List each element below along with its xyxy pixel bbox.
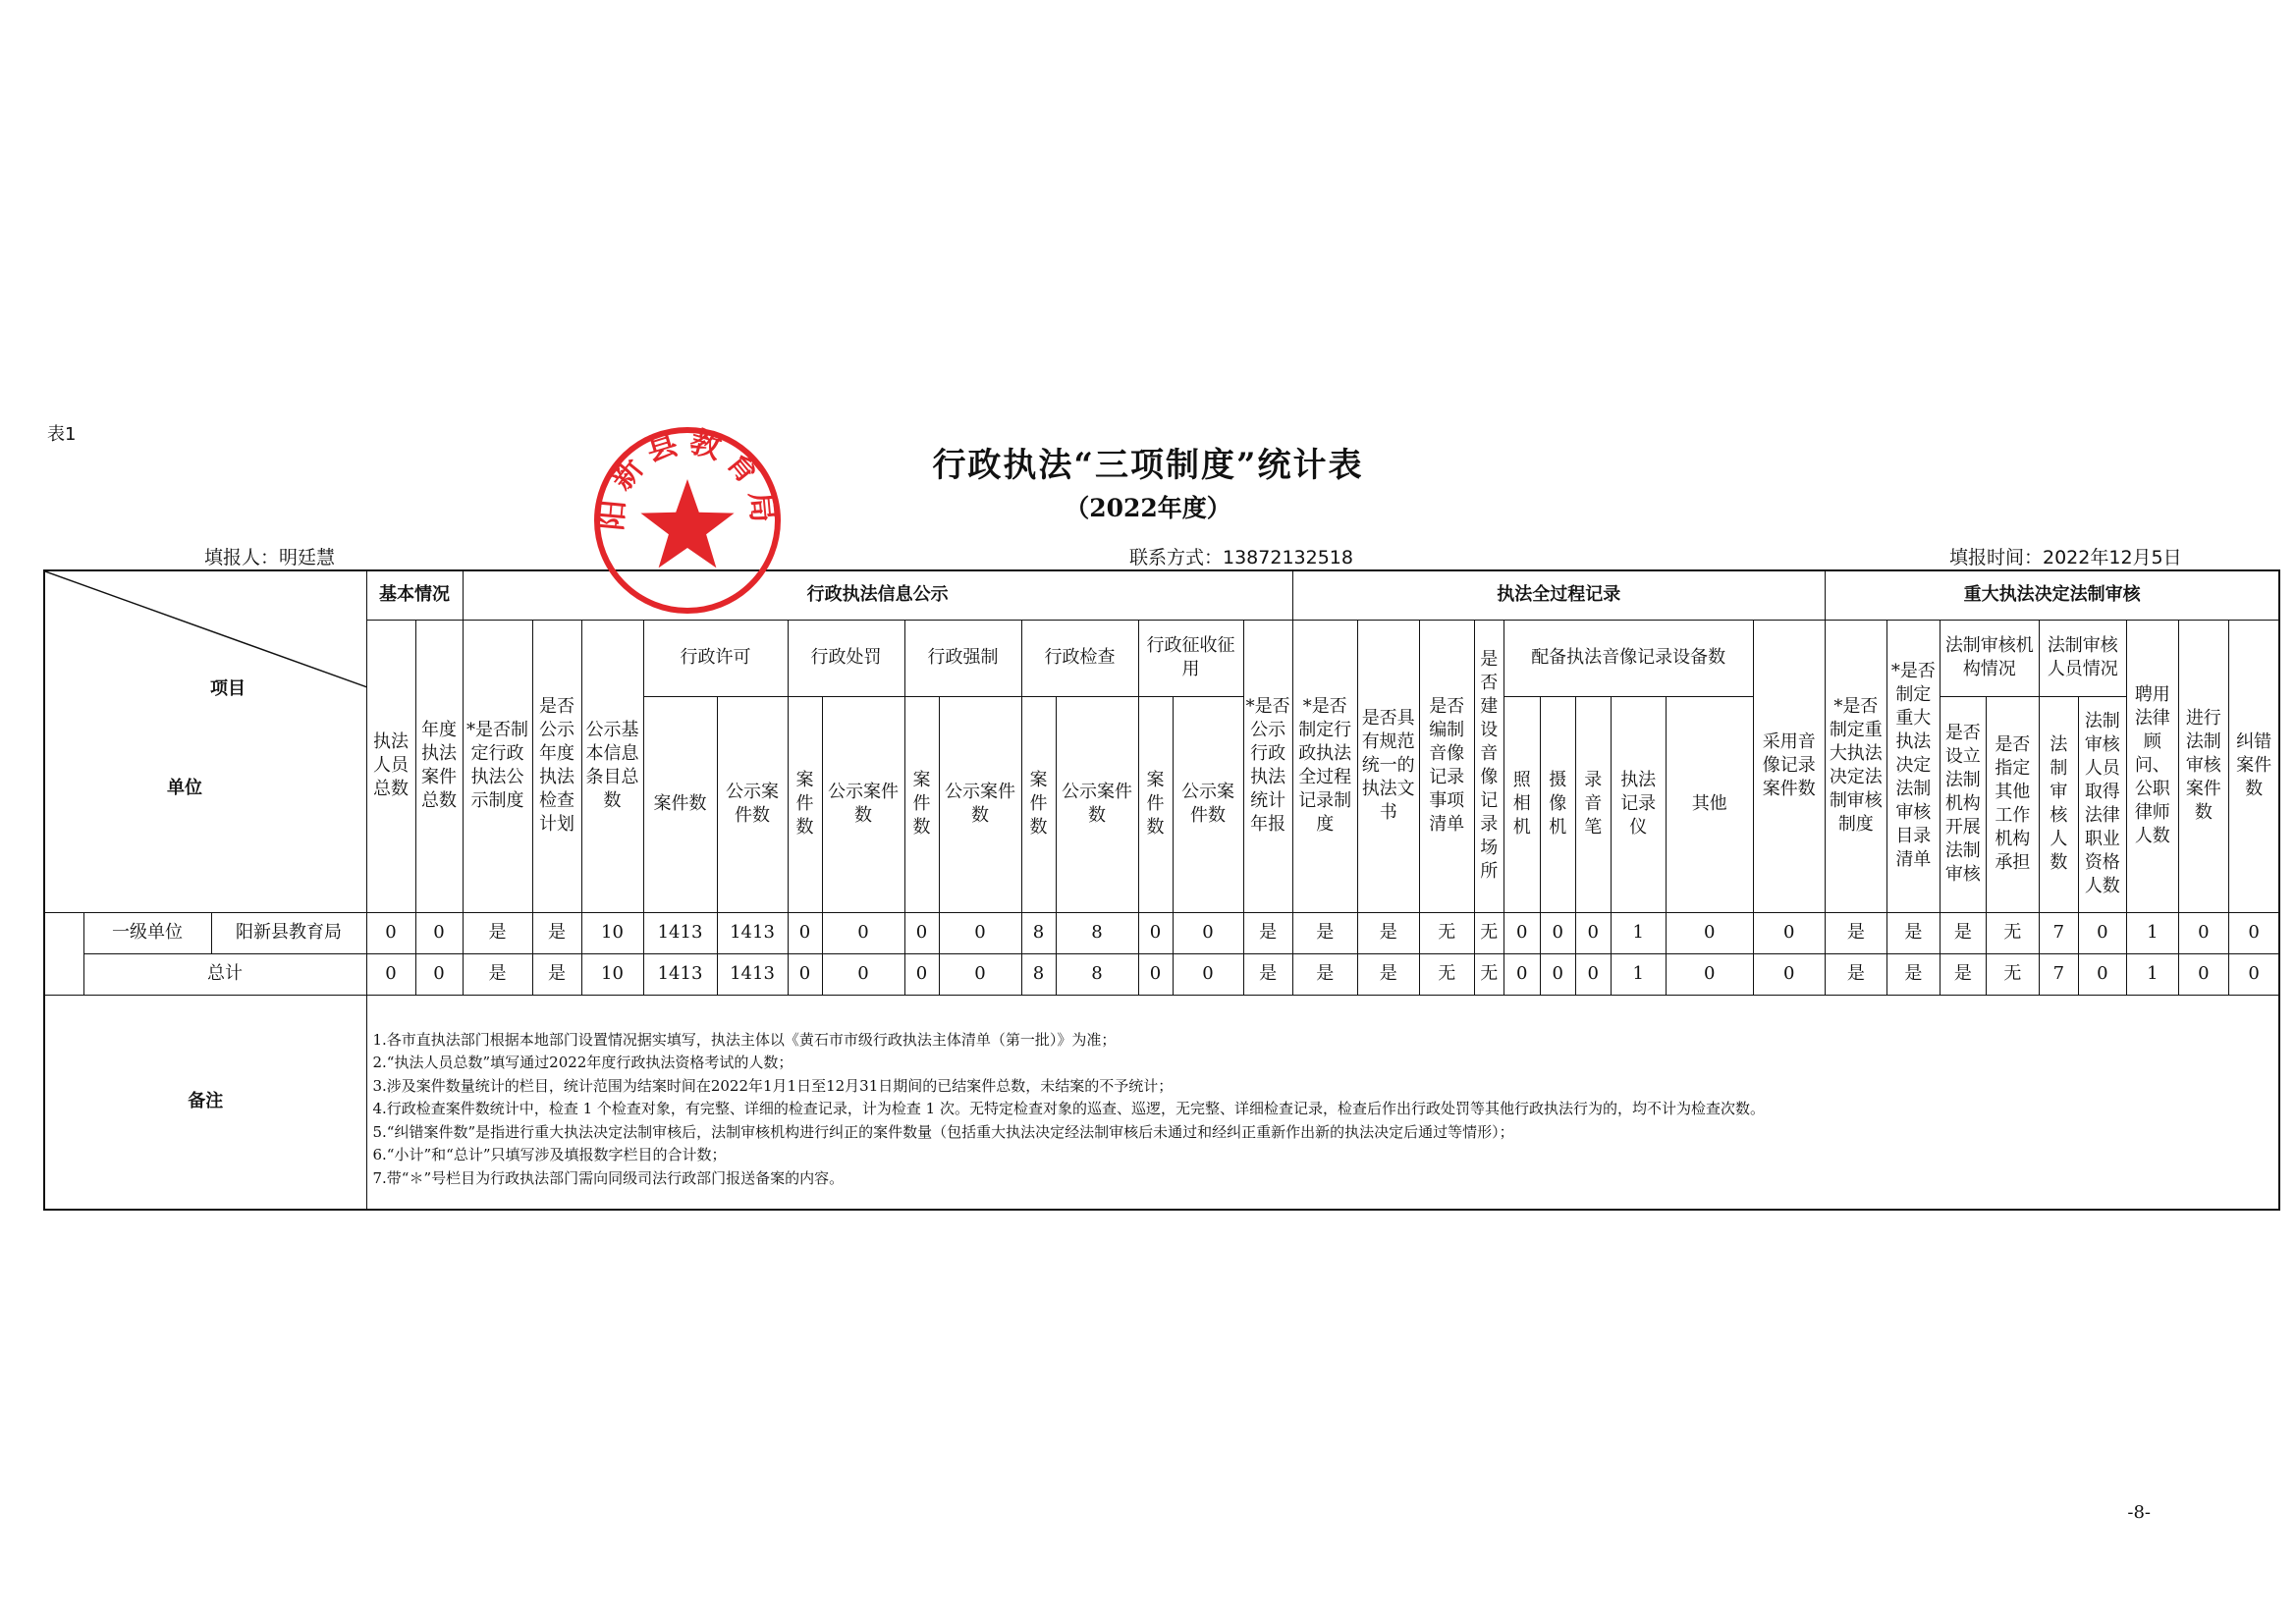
table-cell: 0 [1173, 912, 1243, 953]
notes-label: 备注 [44, 995, 366, 1210]
table-cell: 0 [2178, 953, 2228, 995]
col-inspection: 行政检查 [1021, 620, 1138, 696]
table-cell: 0 [822, 953, 904, 995]
table-cell: 是 [1886, 953, 1940, 995]
report-time: 填报时间：2022年12月5日 [1949, 547, 2182, 568]
table-cell: 0 [1575, 912, 1611, 953]
note-line: 4.行政检查案件数统计中，检查 1 个检查对象，有完整、详细的检查记录，计为检查 1 次。无特定检查对象的巡查、巡逻，无完整、详细检查记录，检查后作出行政处罚等其他行政执法行为的，均不计为检查次数。 [372, 1100, 1765, 1117]
table-cell: 是 [532, 953, 581, 995]
table-cell: 7 [2039, 912, 2078, 953]
col-inspection-cases: 案件数 [1021, 696, 1056, 912]
col-record-system: *是否制定行政执法全过程记录制度 [1292, 620, 1357, 912]
stats-table [43, 569, 2280, 1211]
seal-stamp-icon [589, 422, 786, 619]
row-total-label: 总计 [83, 953, 366, 995]
col-review-org: 法制审核机构情况 [1940, 620, 2039, 696]
row-unit-name: 阳新县教育局 [211, 912, 366, 953]
table-cell: 0 [415, 912, 463, 953]
table-cell: 8 [1021, 953, 1056, 995]
table-cell: 是 [1357, 953, 1419, 995]
table-cell: 0 [1138, 953, 1173, 995]
table-cell: 0 [1666, 953, 1753, 995]
col-enforcement-disclosed: 公示案件数 [939, 696, 1021, 912]
table-cell: 10 [581, 953, 643, 995]
table-cell: 10 [581, 912, 643, 953]
col-annual-cases: 年度执法案件总数 [415, 620, 463, 912]
col-av-cases: 采用音像记录案件数 [1753, 620, 1825, 912]
table-cell: 是 [1825, 953, 1886, 995]
table-cell: 1 [1611, 953, 1666, 995]
note-line: 6.“小计”和“总计”只填写涉及填报数字栏目的合计数； [372, 1146, 727, 1163]
page-title: 行政执法“三项制度”统计表 [932, 446, 1364, 485]
col-corrected-cases: 纠错案件数 [2228, 620, 2279, 912]
table-cell: 无 [1986, 912, 2039, 953]
col-penalty-disclosed: 公示案件数 [822, 696, 904, 912]
table-cell: 无 [1986, 953, 2039, 995]
table-cell: 是 [1243, 953, 1292, 995]
table-cell: 是 [1292, 912, 1357, 953]
filler-info: 填报人：明廷慧 [204, 547, 336, 568]
page-number: -8- [2127, 1502, 2151, 1523]
table-cell: 1 [2126, 912, 2178, 953]
table-cell: 是 [1292, 953, 1357, 995]
page-subtitle: （2022年度） [1065, 494, 1231, 522]
table-cell: 0 [1753, 953, 1825, 995]
table-cell: 0 [2078, 953, 2126, 995]
table-cell: 0 [939, 953, 1021, 995]
col-recorder-pen: 录音笔 [1575, 696, 1611, 912]
col-av-room: 是否建设音像记录场所 [1474, 620, 1503, 912]
table-cell: 0 [2228, 912, 2279, 953]
diagonal-line-icon [45, 571, 366, 912]
col-disclosure-system: *是否制定行政执法公示制度 [463, 620, 532, 912]
col-levy-cases: 案件数 [1138, 696, 1173, 912]
table-cell: 是 [1940, 912, 1986, 953]
col-review-cases: 进行法制审核案件数 [2178, 620, 2228, 912]
table-cell: 0 [904, 953, 939, 995]
col-staff-qualified: 法制审核人员取得法律职业资格人数 [2078, 696, 2126, 912]
table-cell: 是 [1825, 912, 1886, 953]
table-cell: 0 [1503, 912, 1540, 953]
table-cell: 无 [1419, 953, 1474, 995]
table-cell: 0 [1575, 953, 1611, 995]
table-cell: 8 [1021, 912, 1056, 953]
table-cell: 1413 [717, 953, 788, 995]
col-equipment: 配备执法音像记录设备数 [1503, 620, 1753, 696]
table-cell: 0 [2178, 912, 2228, 953]
col-other: 其他 [1666, 696, 1753, 912]
table-cell: 8 [1056, 953, 1138, 995]
table-row [44, 953, 2279, 995]
col-staff-total: 执法人员总数 [366, 620, 415, 912]
table-cell: 0 [1753, 912, 1825, 953]
col-org-other: 是否指定其他工作机构承担 [1986, 696, 2039, 912]
group-disclosure: 行政执法信息公示 [463, 570, 1292, 620]
table-cell: 0 [1173, 953, 1243, 995]
col-av-list: 是否编制音像记录事项清单 [1419, 620, 1474, 912]
table-row [44, 912, 2279, 953]
col-license: 行政许可 [643, 620, 788, 696]
col-license-disclosed: 公示案件数 [717, 696, 788, 912]
table-cell: 0 [904, 912, 939, 953]
header-corner [44, 570, 366, 912]
col-annual-plan: 是否公示年度执法检查计划 [532, 620, 581, 912]
col-review-system: *是否制定重大执法决定法制审核制度 [1825, 620, 1886, 912]
table-cell: 1413 [643, 912, 717, 953]
col-staff-num: 法制审核人数 [2039, 696, 2078, 912]
notes-content [366, 995, 2279, 1210]
table-cell: 是 [532, 912, 581, 953]
group-review: 重大执法决定法制审核 [1825, 570, 2279, 620]
col-penalty: 行政处罚 [788, 620, 904, 696]
table-cell: 0 [1503, 953, 1540, 995]
table-cell: 0 [1540, 953, 1575, 995]
table-cell: 1 [1611, 912, 1666, 953]
group-recording: 执法全过程记录 [1292, 570, 1825, 620]
table-cell: 1413 [717, 912, 788, 953]
table-cell: 0 [788, 912, 822, 953]
col-license-cases: 案件数 [643, 696, 717, 912]
official-seal [589, 422, 786, 622]
col-org-set: 是否设立法制机构开展法制审核 [1940, 696, 1986, 912]
note-line: 5.“纠错案件数”是指进行重大执法决定法制审核后，法制审核机构进行纠正的案件数量（包括重大执法决定经法制审核后未通过和经纠正重新作出新的执法决定后通过等情形）； [372, 1122, 1514, 1141]
col-law-recorder: 执法记录仪 [1611, 696, 1666, 912]
col-enforcement-cases: 案件数 [904, 696, 939, 912]
col-standard-docs: 是否具有规范统一的执法文书 [1357, 620, 1419, 912]
table-cell: 是 [463, 912, 532, 953]
note-line: 7.带“＊”号栏目为行政执法部门需向同级司法行政部门报送备案的内容。 [372, 1168, 845, 1187]
table-cell: 0 [366, 912, 415, 953]
col-annual-report: *是否公示行政执法统计年报 [1243, 620, 1292, 912]
col-camera: 照相机 [1503, 696, 1540, 912]
note-line: 1.各市直执法部门根据本地部门设置情况据实填写，执法主体以《黄石市市级行政执法主体清单（第一批）》为准； [372, 1030, 1117, 1049]
seal-star-icon [640, 479, 734, 568]
table-cell: 无 [1419, 912, 1474, 953]
table-cell: 0 [1666, 912, 1753, 953]
table-cell: 无 [1474, 912, 1503, 953]
table-label: 表1 [47, 424, 77, 445]
table-cell: 8 [1056, 912, 1138, 953]
table-cell: 是 [1940, 953, 1986, 995]
table-cell: 0 [822, 912, 904, 953]
col-levy: 行政征收征用 [1138, 620, 1243, 696]
table-cell: 0 [939, 912, 1021, 953]
col-video: 摄像机 [1540, 696, 1575, 912]
table-cell: 是 [1886, 912, 1940, 953]
table-cell: 7 [2039, 953, 2078, 995]
row-spacer [44, 912, 83, 995]
table-cell: 0 [366, 953, 415, 995]
col-review-list: *是否制定重大执法决定法制审核目录清单 [1886, 620, 1940, 912]
col-enforcement: 行政强制 [904, 620, 1021, 696]
table-cell: 1413 [643, 953, 717, 995]
group-basic: 基本情况 [366, 570, 463, 620]
table-cell: 0 [1540, 912, 1575, 953]
table-cell: 0 [2078, 912, 2126, 953]
note-line: 2.“执法人员总数”填写通过2022年度行政执法资格考试的人数； [372, 1054, 793, 1071]
col-penalty-cases: 案件数 [788, 696, 822, 912]
table-cell: 0 [2228, 953, 2279, 995]
col-review-staff: 法制审核人员情况 [2039, 620, 2126, 696]
table-cell: 是 [1357, 912, 1419, 953]
contact-info: 联系方式：13872132518 [1129, 547, 1353, 568]
col-basic-info: 公示基本信息条目总数 [581, 620, 643, 912]
note-line: 3.涉及案件数量统计的栏目，统计范围为结案时间在2022年1月1日至12月31日期间的已结案件总数，未结案的不予统计； [372, 1076, 1174, 1095]
table-cell: 0 [1138, 912, 1173, 953]
header-project: 项目 [210, 678, 246, 699]
table-cell: 1 [2126, 953, 2178, 995]
table-cell: 0 [788, 953, 822, 995]
col-levy-disclosed: 公示案件数 [1173, 696, 1243, 912]
header-unit: 单位 [167, 778, 202, 798]
table-cell: 是 [1243, 912, 1292, 953]
col-inspection-disclosed: 公示案件数 [1056, 696, 1138, 912]
col-counsel: 聘用法律顾问、公职律师人数 [2126, 620, 2178, 912]
table-cell: 是 [463, 953, 532, 995]
table-cell: 无 [1474, 953, 1503, 995]
table-cell: 0 [415, 953, 463, 995]
seal-text: 阳新县教育局 [593, 423, 782, 532]
row-level: 一级单位 [83, 912, 211, 953]
